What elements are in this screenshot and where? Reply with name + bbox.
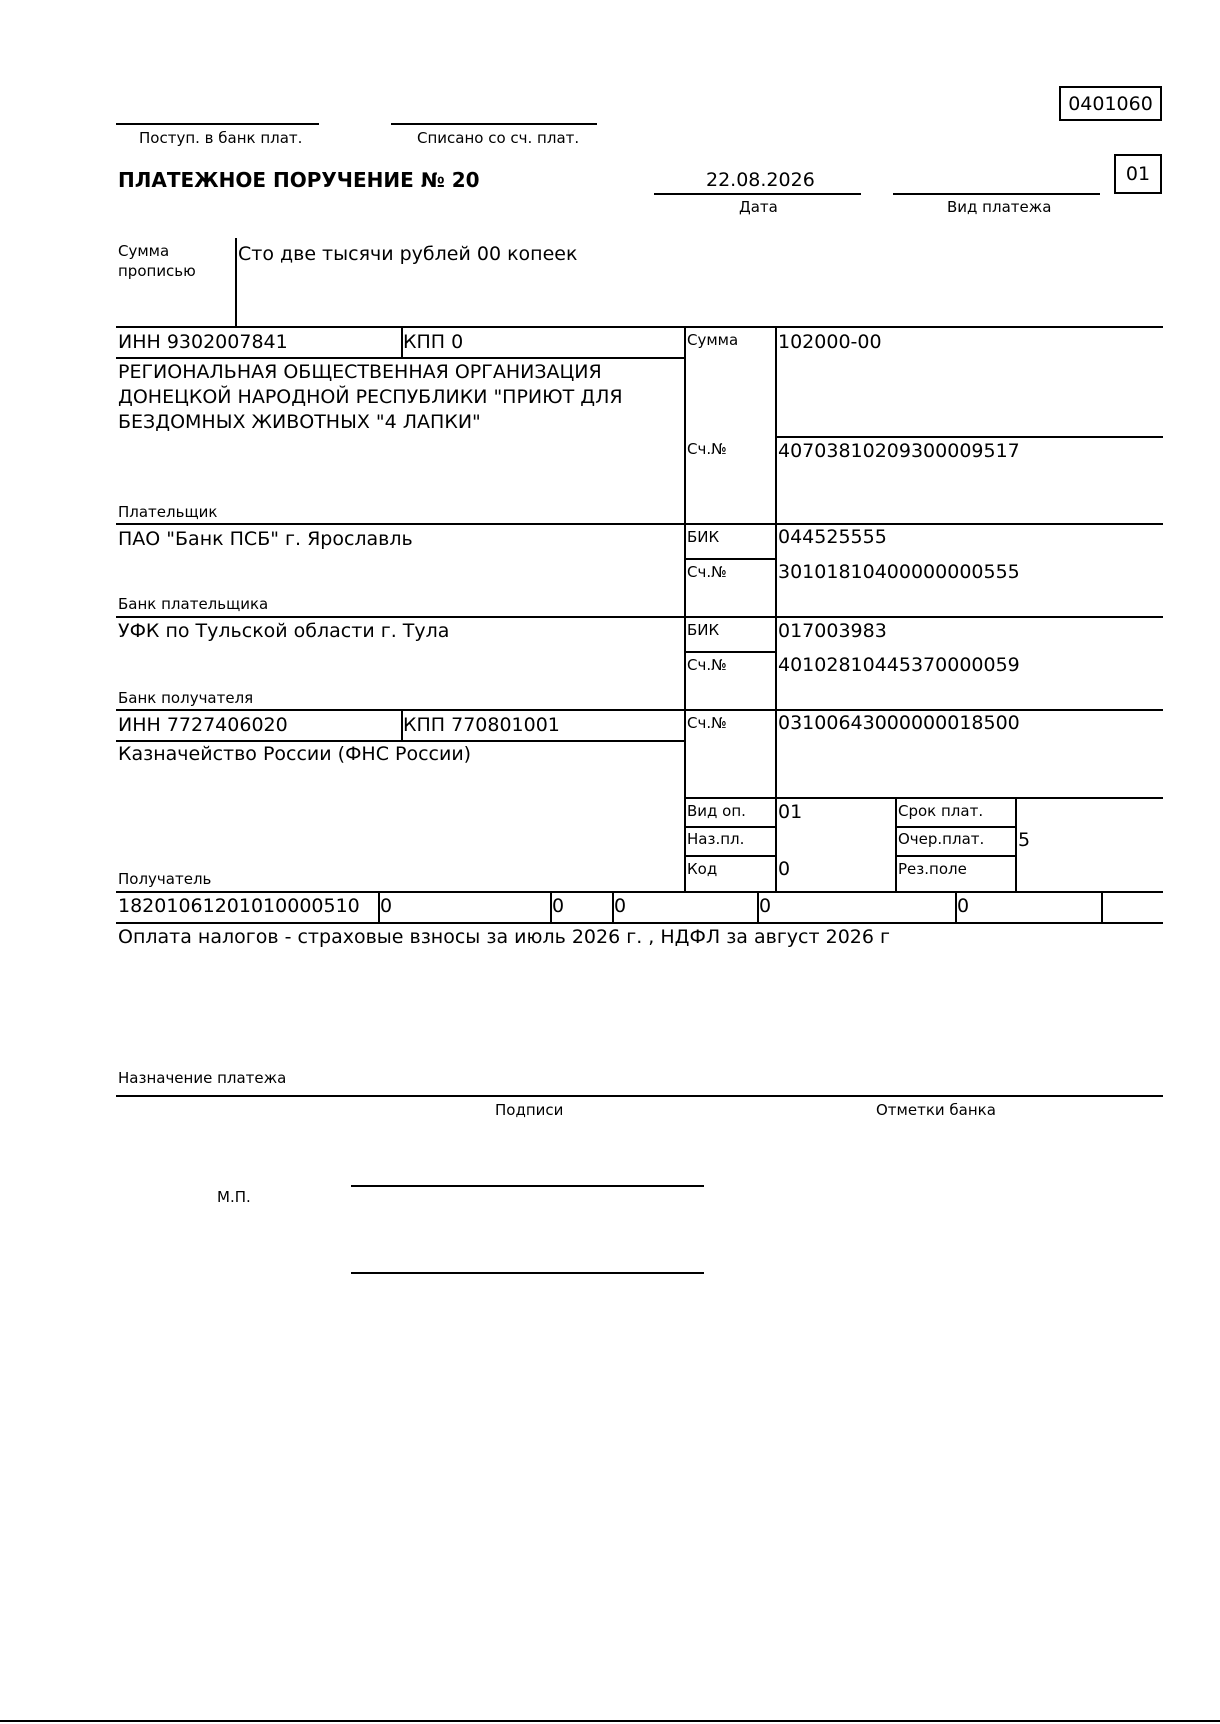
- purpose-code-label: Наз.пл.: [687, 830, 745, 848]
- amount-words-label-2: прописью: [118, 262, 196, 280]
- code-value: 0: [778, 858, 791, 880]
- due-label: Срок плат.: [898, 802, 984, 820]
- signature-line-1: [351, 1185, 704, 1187]
- payee-inn-line: [116, 740, 685, 742]
- payer-account: 40703810209300009517: [778, 440, 1020, 462]
- stamp-label: М.П.: [217, 1188, 251, 1206]
- priority-label: Очер.плат.: [898, 830, 985, 848]
- amount-line: [776, 436, 1163, 438]
- received-line: [116, 123, 319, 125]
- tax-field-period: 0: [614, 895, 627, 917]
- tax-divider-6: [1101, 891, 1103, 922]
- payee-inn: ИНН 7727406020: [118, 714, 288, 736]
- payee-bank-line: [116, 709, 1163, 711]
- document-title: ПЛАТЕЖНОЕ ПОРУЧЕНИЕ № 20: [118, 168, 480, 192]
- payee-line: [684, 797, 1163, 799]
- payer-bank-bik: 044525555: [778, 526, 887, 548]
- reserve-label: Рез.поле: [898, 860, 967, 878]
- payee-bank-bik: 017003983: [778, 620, 887, 642]
- payer-inn: ИНН 9302007841: [118, 331, 288, 353]
- tax-row-bottom: [116, 922, 1163, 924]
- label-column-right: [775, 326, 777, 891]
- codes-divider-1: [895, 797, 897, 891]
- payee-bank-name: УФК по Тульской области г. Тула: [118, 620, 450, 642]
- op-type-label: Вид оп.: [687, 802, 746, 820]
- date-value: 22.08.2026: [706, 169, 815, 191]
- payer-account-label: Сч.№: [687, 440, 727, 458]
- payee-account: 03100643000000018500: [778, 712, 1020, 734]
- tax-field-basis: 0: [552, 895, 565, 917]
- payer-bik-line: [684, 558, 776, 560]
- tax-field-oktmo: 0: [380, 895, 393, 917]
- date-label: Дата: [739, 198, 778, 216]
- codes-divider-2: [1015, 797, 1017, 891]
- status-code: 01: [1114, 154, 1162, 194]
- tax-field-doc-number: 0: [759, 895, 772, 917]
- row-line-top: [116, 326, 1163, 328]
- purpose-text: Оплата налогов - страховые взносы за июль 2026 г. , НДФЛ за август 2026 г: [118, 926, 890, 948]
- codes-line-3: [896, 826, 1016, 828]
- tax-field-kbk: 18201061201010000510: [118, 895, 360, 917]
- received-label: Поступ. в банк плат.: [139, 129, 303, 147]
- payee-bank-bik-label: БИК: [687, 621, 720, 639]
- payer-bank-line: [116, 616, 1163, 618]
- codes-line-4: [896, 855, 1016, 857]
- code-label: Код: [687, 860, 718, 878]
- page-bottom-edge: [0, 1720, 1220, 1722]
- codes-line-2: [684, 855, 776, 857]
- date-line: [654, 193, 861, 195]
- payer-line: [116, 523, 1163, 525]
- payer-bank-account-label: Сч.№: [687, 563, 727, 581]
- payment-type-label: Вид платежа: [947, 198, 1052, 216]
- amount-label: Сумма: [687, 331, 739, 349]
- payee-account-label: Сч.№: [687, 714, 727, 732]
- payer-bank-name: ПАО "Банк ПСБ" г. Ярославль: [118, 528, 413, 550]
- payer-label: Плательщик: [118, 503, 218, 521]
- payer-name: РЕГИОНАЛЬНАЯ ОБЩЕСТВЕННАЯ ОРГАНИЗАЦИЯ ДОНЕЦКОЙ НАРОДНОЙ РЕСПУБЛИКИ "ПРИЮТ ДЛЯ БЕЗДОМНЫХ ЖИВОТНЫХ "4 ЛАПКИ": [118, 361, 623, 433]
- payee-bank-account: 40102810445370000059: [778, 654, 1020, 676]
- amount-words-divider: [235, 238, 237, 326]
- debited-label: Списано со сч. плат.: [417, 129, 580, 147]
- payee-label: Получатель: [118, 870, 212, 888]
- signature-line-2: [351, 1272, 704, 1274]
- tax-field-doc-date: 0: [957, 895, 970, 917]
- payee-bik-line: [684, 651, 776, 653]
- amount-words-label: Сумма: [118, 242, 170, 260]
- payment-type-line: [893, 193, 1100, 195]
- label-column-left: [684, 326, 686, 891]
- bank-marks-label: Отметки банка: [876, 1101, 996, 1119]
- debited-line: [391, 123, 597, 125]
- payer-bank-label: Банк плательщика: [118, 595, 269, 613]
- form-code: 0401060: [1059, 86, 1162, 121]
- amount-words-value: Сто две тысячи рублей 00 копеек: [238, 243, 578, 265]
- purpose-line: [116, 1095, 1163, 1097]
- priority-value: 5: [1018, 829, 1031, 851]
- payer-kpp: КПП 0: [403, 331, 464, 353]
- payee-bank-account-label: Сч.№: [687, 656, 727, 674]
- payee-name: Казначейство России (ФНС России): [118, 743, 472, 765]
- payer-bank-account: 30101810400000000555: [778, 561, 1020, 583]
- op-type-value: 01: [778, 801, 803, 823]
- tax-row-top: [116, 891, 1163, 893]
- purpose-label: Назначение платежа: [118, 1069, 287, 1087]
- payer-inn-line: [116, 357, 685, 359]
- payee-bank-label: Банк получателя: [118, 689, 254, 707]
- signatures-label: Подписи: [495, 1101, 564, 1119]
- codes-line-1: [684, 826, 776, 828]
- amount-value: 102000-00: [778, 331, 882, 353]
- payee-kpp: КПП 770801001: [403, 714, 560, 736]
- payer-bank-bik-label: БИК: [687, 528, 720, 546]
